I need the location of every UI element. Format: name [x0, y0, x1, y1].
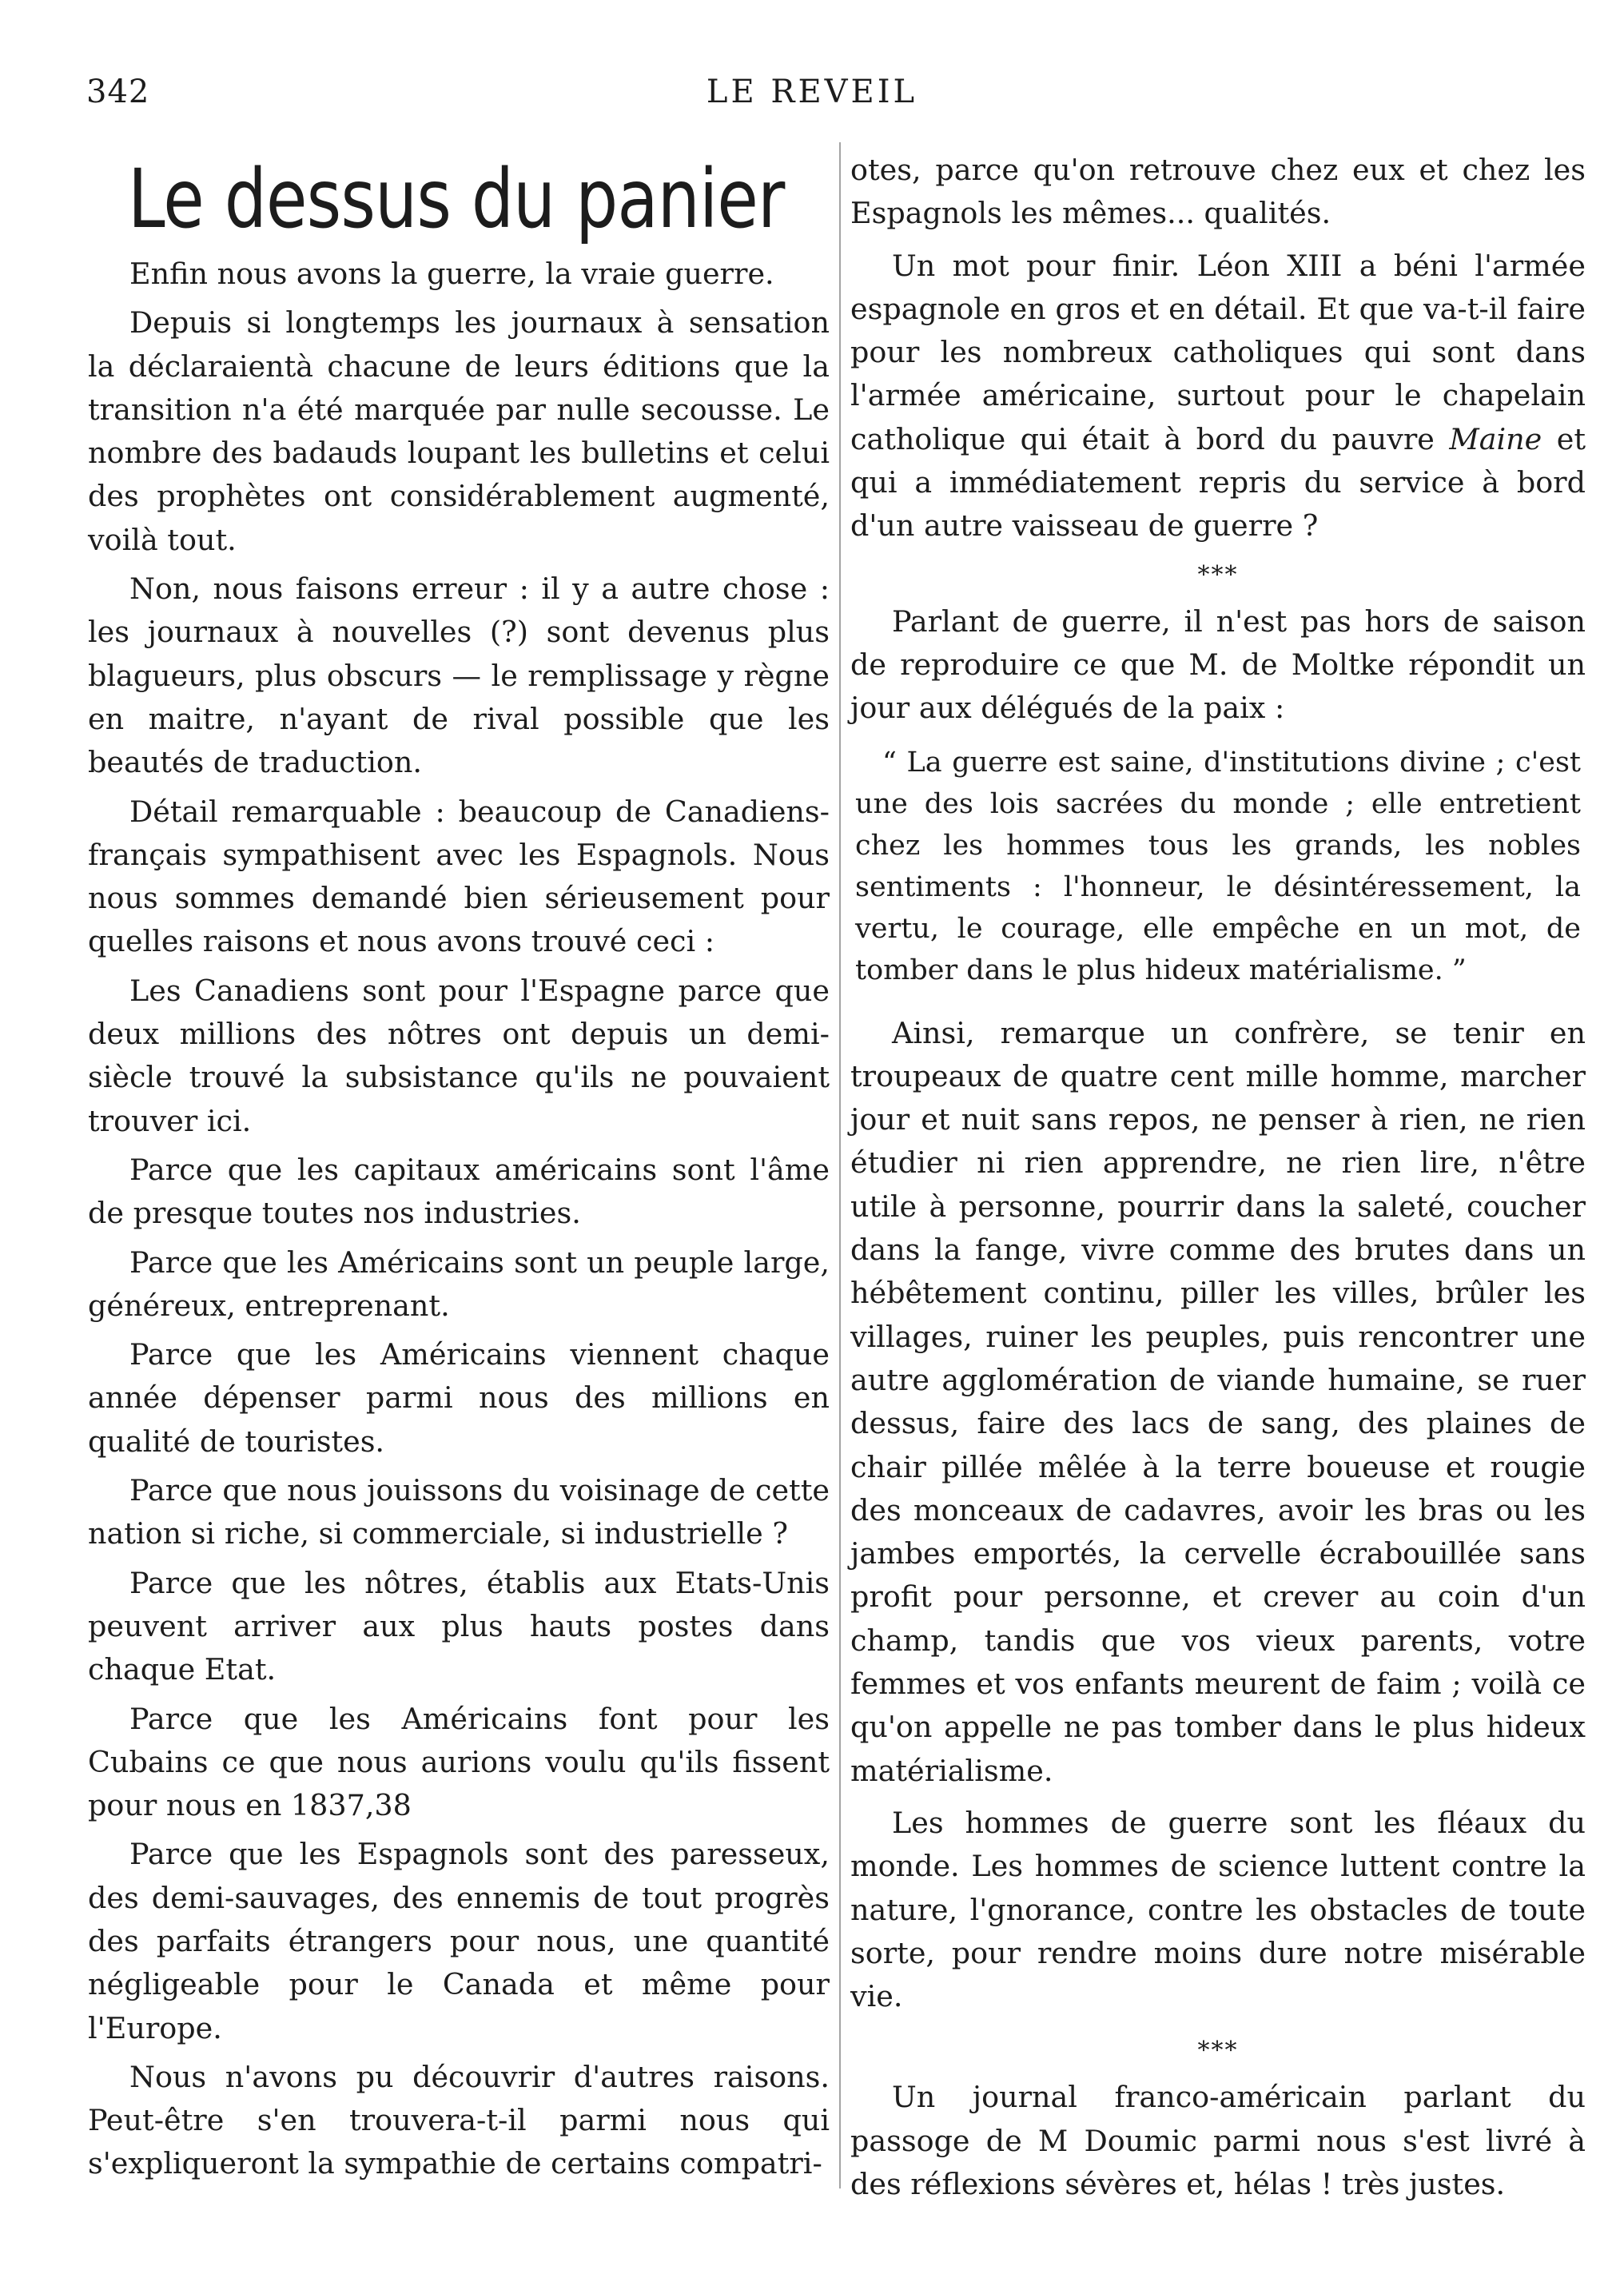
- section-separator: ***: [1197, 560, 1239, 589]
- right-column: [850, 149, 1586, 2215]
- paragraph: Parce que les capitaux américains sont l'âme de presque toutes nos industries.: [88, 1152, 830, 1231]
- paragraph: Les Canadiens sont pour l'Espagne parce que deux millions des nôtres ont depuis un demi-siècle trouvé la subsistance qu'ils ne pouvaient trouver ici.: [88, 973, 830, 1138]
- paragraph: Détail remarquable : beaucoup de Canadiens-français sympathisent avec les Espagnols. Nous nous sommes demandé bien sérieusement pour quelles raisons et nous avons trouvé ceci :: [88, 794, 830, 959]
- paragraph: Parce que les Américains viennent chaque année dépenser parmi nous des millions en qualité de touristes.: [88, 1337, 830, 1459]
- paragraph: Parce que les Américains sont un peuple large, généreux, entreprenant.: [88, 1245, 830, 1323]
- leo-text-before: Un mot pour finir. Léon XIII a béni l'armée espagnole en gros et en détail. Et que va-t-il faire pour les nombreux catholiques qui sont dans l'armée américaine, surtout pour le chapelain catholique qui était à bord du pauvre: [850, 248, 1586, 456]
- paragraph-ainsi: Ainsi, remarque un confrère, se tenir en troupeaux de quatre cent mille homme, marcher jour et nuit sans repos, ne penser à rien, ne rien étudier ni rien apprendre, ne rien lire, n'être utile à personne, pourrir dans la saleté, coucher dans la fange, vivre comme des brutes dans un hébêtement continu, piller les villes, brûler les villages, ruiner les peuples, puis rencontrer une autre agglomération de viande humaine, se ruer dessus, faire des lacs de sang, des plaines de chair pillée mêlée à la terre boueuse et rougie des monceaux de cadavres, avoir les bras ou les jambes emportés, la cervelle écrabouillée sans profit pour personne, et crever au coin d'un champ, tandis que vos vieux parents, votre femmes et vos enfants meurent de faim ; voilà ce qu'on appelle ne pas tomber dans le plus hideux matérialisme.: [850, 1015, 1586, 1788]
- section-separator: ***: [1197, 2037, 1239, 2065]
- page-number: 342: [86, 74, 150, 110]
- paragraph: Enfin nous avons la guerre, la vraie guerre.: [129, 257, 774, 291]
- ship-name: Maine: [1449, 421, 1542, 456]
- paragraph: Parce que les Espagnols sont des paresseux, des demi-sauvages, des ennemis de tout progrès des parfaits étrangers pour nous, une quantité négligeable pour le Canada et même pour l'Europe.: [88, 1837, 830, 2045]
- paragraph-hommes: Les hommes de guerre sont les fléaux du monde. Les hommes de science luttent contre la nature, l'gnorance, contre les obstacles de toute sorte, pour rendre moins dure notre misérable vie.: [850, 1805, 1586, 2014]
- paragraph: Parce que les Américains font pour les Cubains ce que nous aurions voulu qu'ils fissent pour nous en 1837,38: [88, 1701, 830, 1823]
- left-column: [88, 152, 830, 2192]
- paragraph-journal: Un journal franco-américain parlant du passoge de M Doumic parmi nous s'est livré à des réflexions sévères et, hélas ! très justes.: [850, 2080, 1586, 2201]
- paragraph: Parce que nous jouissons du voisinage de cette nation si riche, si commerciale, si industrielle ?: [88, 1473, 830, 1551]
- paragraph: Nous n'avons pu découvrir d'autres raisons. Peut-être s'en trouvera-t-il parmi nous qui s'expliqueront la sympathie de certains compatri-: [88, 2059, 830, 2181]
- paragraph: Non, nous faisons erreur : il y a autre chose : les journaux à nouvelles (?) sont devenus plus blagueurs, plus obscurs — le remplissage y règne en maitre, n'ayant de rival possible que les beautés de traduction.: [88, 571, 830, 780]
- paragraph: Depuis si longtemps les journaux à sensation la déclaraientà chacune de leurs éditions que la transition n'a été marquée par nulle secousse. Le nombre des badauds loupant les bulletins et celui des prophètes ont considérablement augmenté, voilà tout.: [88, 305, 830, 557]
- moltke-quote: [850, 742, 1586, 991]
- paragraph: Parce que les nôtres, établis aux Etats-Unis peuvent arriver aux plus hauts postes dans chaque Etat.: [88, 1565, 830, 1687]
- leo-text-after: et qui a immédiatement repris du service à bord d'un autre vaisseau de guerre ?: [850, 421, 1586, 544]
- paragraph-moltke-intro: Parlant de guerre, il n'est pas hors de saison de reproduire ce que M. de Moltke répondit un jour aux délégués de la paix :: [850, 603, 1586, 726]
- paragraph-continuation: otes, parce qu'on retrouve chez eux et chez les Espagnols les mêmes... qualités.: [850, 153, 1586, 231]
- article-title: Le dessus du panier: [128, 152, 785, 247]
- quote-text: “ La guerre est saine, d'institutions divine ; c'est une des lois sacrées du monde ; elle entretient chez les hommes tous les grands, les nobles sentiments : l'honneur, le désintéressement, la vertu, le courage, elle empêche en un mot, de tomber dans le plus hideux matérialisme. ”: [855, 746, 1581, 986]
- column-divider: [839, 142, 841, 2188]
- paragraph-leo-xiii: [850, 245, 1586, 548]
- running-head: LE REVEIL: [706, 74, 918, 110]
